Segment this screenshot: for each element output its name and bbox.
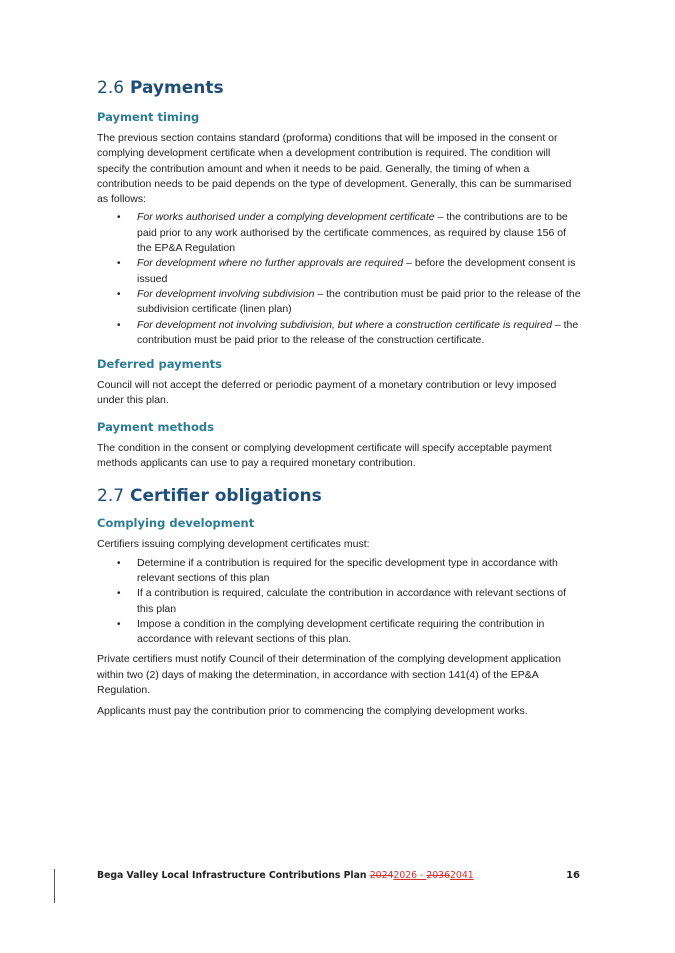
list-item	[97, 617, 583, 648]
deferred-payments-text: Council will not accept the deferred or periodic payment of a monetary contribution or levy imposed under this plan.	[97, 379, 557, 407]
list-item-text: If a contribution is required, calculate the contribution in accordance with relevant sections of this plan	[137, 587, 566, 615]
section-title: Certifier obligations	[129, 486, 322, 507]
list-item-emphasis: For development where no further approvals are required	[137, 257, 404, 270]
list-item-text: Determine if a contribution is required for the specific development type in accordance with relevant sections of this plan	[137, 556, 558, 584]
footer-rule	[54, 869, 55, 903]
bullet-icon: •	[117, 212, 121, 224]
list-item	[97, 287, 583, 318]
footer-title: Bega Valley Local Infrastructure Contributions Plan	[97, 870, 370, 881]
private-certifiers-text: Private certifiers must notify Council of their determination of the complying development application within two (2) days of making the determination, in accordance with section 141(4) of the EP&A Regulation.	[97, 653, 561, 697]
deferred-payments-heading: Deferred payments	[97, 357, 222, 372]
applicants-payment-text: Applicants must pay the contribution prior to commencing the complying development works.	[97, 705, 528, 718]
list-item	[97, 556, 583, 587]
list-item-text: – the contribution must be paid prior to the release of the construction certificate.	[137, 318, 579, 346]
bullet-icon: •	[117, 319, 121, 331]
payment-timing-intro: The previous section contains standard (proforma) conditions that will be imposed in the consent or complying development certificate when a development contribution is required. The condition will specify the contribution amount and when it needs to be paid. Generally, the timing of when a contribution needs to be paid depends on the type of development. Generally, this can be summarised as follows:	[97, 132, 572, 206]
payment-timing-heading: Payment timing	[97, 110, 200, 124]
section-title: Payments	[129, 78, 224, 98]
page-content	[97, 77, 583, 720]
complying-development-heading: Complying development	[97, 516, 255, 531]
section-2-7-heading	[97, 485, 583, 507]
list-item-text: – the contributions are to be paid prior to any work authorised by the certificate commences, as required by clause 156 of the EP&A Regulation	[137, 211, 568, 255]
list-item	[97, 586, 583, 617]
payment-timing-list	[97, 210, 583, 348]
list-item	[97, 256, 583, 287]
complying-development-intro: Certifiers issuing complying development certificates must:	[97, 538, 370, 551]
footer-year-deleted: 2024	[369, 870, 394, 881]
list-item-text: – the contribution must be paid prior to the release of the subdivision certificate (linen plan)	[137, 287, 581, 316]
bullet-icon: •	[117, 588, 121, 600]
page-footer	[97, 870, 580, 886]
payment-methods-heading: Payment methods	[97, 419, 214, 434]
list-item	[97, 318, 583, 349]
payment-methods-text: The condition in the consent or complying development certificate will specify acceptable payment methods applicants can use to pay a required monetary contribution.	[97, 441, 552, 470]
list-item-emphasis: For development involving subdivision	[137, 287, 315, 300]
list-item-emphasis: For works authorised under a complying development certificate	[137, 211, 435, 224]
bullet-icon: •	[117, 557, 121, 569]
list-item-text: Impose a condition in the complying development certificate requiring the contribution in accordance with relevant sections of this plan.	[137, 617, 545, 646]
section-number: 2.6	[97, 78, 125, 98]
bullet-icon: •	[117, 618, 121, 630]
bullet-icon: •	[117, 258, 121, 270]
list-item-emphasis: For development not involving subdivision, but where a construction certificate is required	[137, 318, 552, 331]
footer-dash: -	[417, 870, 427, 881]
list-item	[97, 210, 583, 256]
footer-year-deleted: 2036	[426, 870, 451, 881]
footer-year-inserted: 2041	[450, 870, 474, 881]
certifier-obligations-list	[97, 556, 583, 648]
bullet-icon: •	[117, 288, 121, 300]
footer-year-inserted: 2026	[393, 870, 418, 881]
section-number: 2.7	[97, 486, 125, 507]
list-item-text: – before the development consent is issued	[137, 257, 576, 285]
page-number: 16	[566, 870, 580, 881]
section-2-6-heading	[97, 77, 583, 99]
